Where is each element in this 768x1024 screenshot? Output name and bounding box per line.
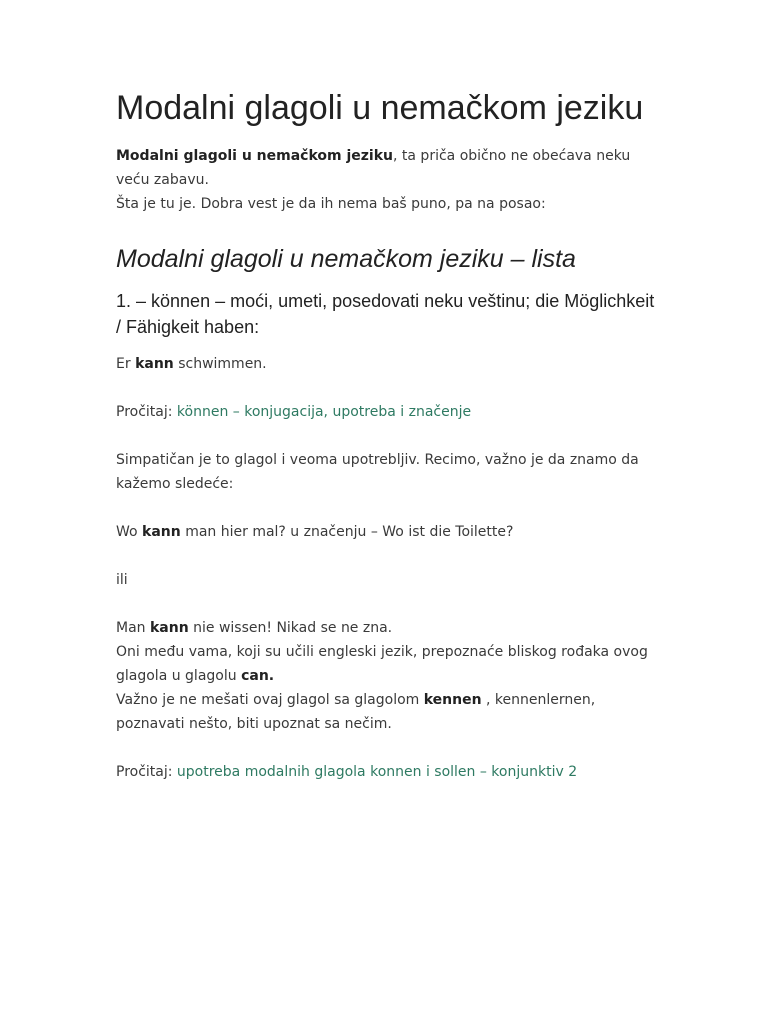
read-more <box>116 400 656 424</box>
example-text: schwimmen. <box>173 356 267 372</box>
example-text: Er <box>116 356 136 372</box>
example-sentence <box>116 352 656 376</box>
intro-paragraph <box>116 144 656 216</box>
section-title: Modalni glagoli u nemačkom jeziku – lista <box>116 245 576 273</box>
example-text: nie wissen! Nikad se ne zna. <box>188 620 393 636</box>
item-heading: 1. – können – moći, umeti, posedovati neku veštinu; die Möglichkeit / Fähigkeit haben: <box>116 291 655 337</box>
paragraph-bold: can. <box>241 668 275 684</box>
paragraph-text: Oni među vama, koji su učili engleski jezik, prepoznaće bliskog rođaka ovog glagola u glagolu <box>116 644 648 684</box>
example-bold: kann <box>142 524 181 540</box>
read-more-link[interactable]: upotreba modalnih glagola konnen i sollen – konjunktiv 2 <box>176 764 578 780</box>
example-text: Wo <box>116 524 143 540</box>
example-text: Man <box>116 620 150 636</box>
paragraph-bold: kennen <box>423 692 482 708</box>
article <box>116 88 656 784</box>
read-more <box>116 760 656 784</box>
paragraph: Simpatičan je to glagol i veoma upotrebljiv. Recimo, važno je da znamo da kažemo sledeće: <box>116 452 639 492</box>
paragraph-text: , kennenlernen, poznavati nešto, biti upoznat sa nečim. <box>116 692 596 732</box>
paragraph-text: Važno je ne mešati ovaj glagol sa glagolom <box>116 692 424 708</box>
read-more-label: Pročitaj: <box>116 764 177 780</box>
connector-text: ili <box>116 572 128 588</box>
example-bold: kann <box>135 356 174 372</box>
example-text: man hier mal? u značenju – Wo ist die Toilette? <box>180 524 514 540</box>
intro-text: , ta priča obično ne obećava neku veću zabavu. <box>116 148 631 188</box>
read-more-link[interactable]: können – konjugacija, upotreba i značenje <box>176 404 472 420</box>
intro-text-2: Šta je tu je. Dobra vest je da ih nema baš puno, pa na posao: <box>116 196 546 212</box>
intro-bold: Modalni glagoli u nemačkom jeziku <box>116 148 394 164</box>
example-sentence <box>116 616 656 736</box>
example-sentence <box>116 520 656 544</box>
example-bold: kann <box>149 620 189 636</box>
read-more-label: Pročitaj: <box>116 404 177 420</box>
page-title: Modalni glagoli u nemačkom jeziku <box>116 89 644 127</box>
